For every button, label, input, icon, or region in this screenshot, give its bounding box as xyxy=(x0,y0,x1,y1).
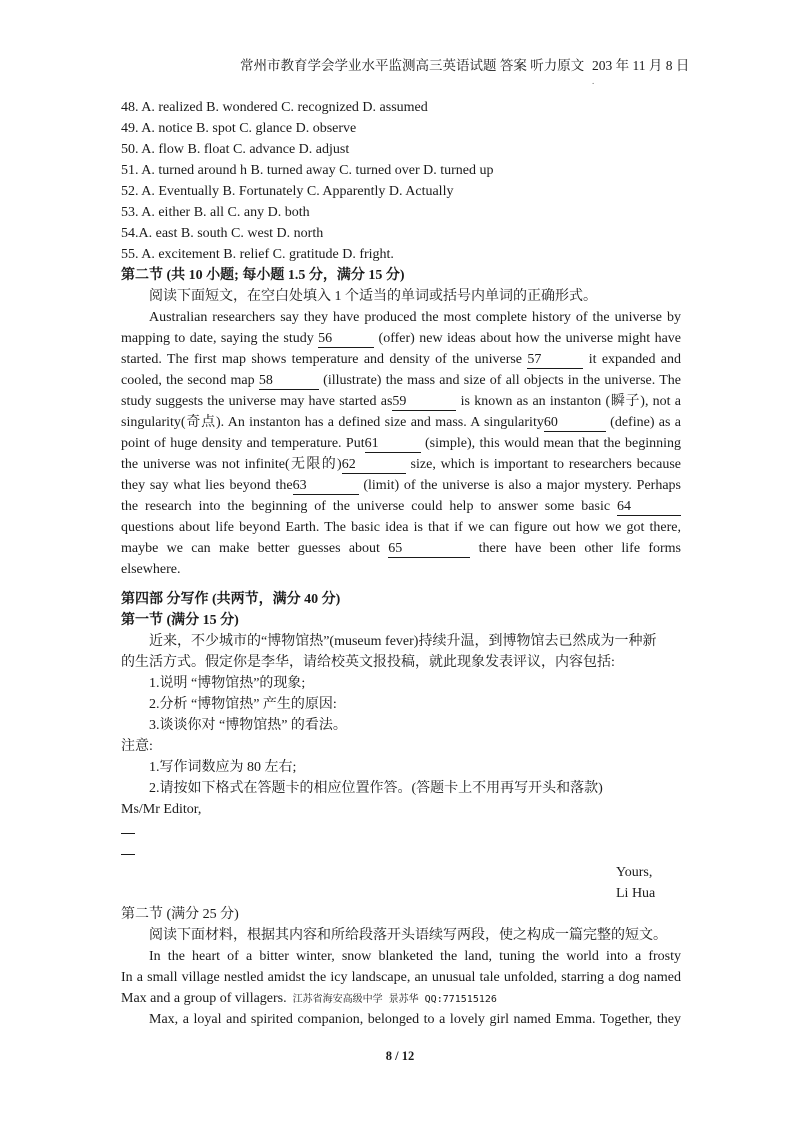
blank-62[interactable]: 62 xyxy=(342,456,406,474)
passage-line: questions about life beyond Earth. The basic idea is that if we can figure out how we got there, xyxy=(121,520,681,535)
story-line: Max, a loyal and spirited companion, belonged to a lovely girl named Emma. Together, they xyxy=(149,1012,681,1027)
writing-point-2: 2.分析 “博物馆热” 产生的原因: xyxy=(149,697,337,712)
page-content xyxy=(121,97,681,1030)
option-line-49: 49. A. notice B. spot C. glance D. observe xyxy=(121,121,357,136)
option-line-54: 54.A. east B. south C. west D. north xyxy=(121,226,324,241)
passage-line: mapping to date, saying the study 56 (offer) new ideas about how the universe might have xyxy=(121,331,681,346)
blank-61[interactable]: 61 xyxy=(365,435,421,453)
section2-heading: 第二节 (共 10 小题; 每小题 1.5 分，满分 15 分) xyxy=(121,268,405,283)
note-item-1: 1.写作词数应为 80 左右; xyxy=(149,760,297,775)
passage-line: they say what lies beyond the63 (limit) of the universe is also a major mystery. Perhaps xyxy=(121,478,681,493)
answer-line-1[interactable] xyxy=(121,820,681,841)
blank-56[interactable]: 56 xyxy=(318,330,374,348)
header-date: 203 年 11 月 8 日 xyxy=(592,58,690,73)
answer-line-2[interactable] xyxy=(121,841,681,862)
writing-task-line: 的生活方式。假定你是李华，请给校英文报投稿，就此现象发表评议，内容包括: xyxy=(121,655,615,670)
blank-65[interactable]: 65 xyxy=(388,540,470,558)
option-line-50: 50. A. flow B. float C. advance D. adjust xyxy=(121,142,350,157)
header-dot: . xyxy=(592,76,595,86)
part4-heading: 第四部 分写作 (共两节，满分 40 分) xyxy=(121,592,341,607)
passage-line: the research into the beginning of the universe could help to answer some basic 64 xyxy=(121,496,681,517)
watermark-text: 江苏省海安高级中学 景苏华 QQ:771515126 xyxy=(292,994,497,1005)
passage-line: started. The first map shows temperature and density of the universe 57 it expanded and xyxy=(121,352,681,367)
writing-point-3: 3.谈谈你对 “博物馆热” 的看法。 xyxy=(149,718,347,733)
option-line-48: 48. A. realized B. wondered C. recognized D. assumed xyxy=(121,100,428,115)
passage-line: maybe we can make better guesses about 65 there have been other life forms xyxy=(121,541,681,556)
option-line-52: 52. A. Eventually B. Fortunately C. Apparently D. Actually xyxy=(121,184,454,199)
note-item-2: 2.请按如下格式在答题卡的相应位置作答。(答题卡上不用再写开头和落款) xyxy=(149,781,603,796)
passage-line: singularity(奇点). An instanton has a defined size and mass. A singularity60 (define) as a xyxy=(121,415,681,430)
note-label: 注意: xyxy=(121,739,153,754)
story-line: Max and a group of villagers. 江苏省海安高级中学 景苏华 QQ:771515126 xyxy=(121,991,497,1006)
continuation-instruction: 阅读下面材料，根据其内容和所给段落开头语续写两段，使之构成一篇完整的短文。 xyxy=(149,928,667,943)
page-number: 8 / 12 xyxy=(385,1049,415,1063)
story-line: In a small village nestled amidst the icy landscape, an unusual tale unfolded, starring a dog named xyxy=(121,970,681,985)
passage-line: study suggests the universe may have started as59 is known as an instanton (瞬子), not a xyxy=(121,394,681,409)
option-line-53: 53. A. either B. all C. any D. both xyxy=(121,205,310,220)
header-title: 常州市教育学会学业水平监测高三英语试题 答案 听力原文 xyxy=(240,58,585,73)
writing-section2-heading: 第二节 (满分 25 分) xyxy=(121,907,239,922)
letter-salutation: Ms/Mr Editor, xyxy=(121,802,202,817)
blank-60[interactable]: 60 xyxy=(544,414,606,432)
writing-task-line: 近来，不少城市的“博物馆热”(museum fever)持续升温，到博物馆去已然成为一种新 xyxy=(149,634,657,649)
option-line-55: 55. A. excitement B. relief C. gratitude D. fright. xyxy=(121,247,394,262)
passage-line: elsewhere. xyxy=(121,562,181,577)
writing-section1-heading: 第一节 (满分 15 分) xyxy=(121,613,239,628)
blank-59[interactable]: 59 xyxy=(392,393,456,411)
story-line: In the heart of a bitter winter, snow blanketed the land, tuning the world into a frosty xyxy=(149,949,681,964)
blank-63[interactable]: 63 xyxy=(293,477,359,495)
passage-line: the universe was not infinite(无限的)62 size, which is important to researchers because xyxy=(121,457,681,472)
blank-58[interactable]: 58 xyxy=(259,372,319,390)
passage-line: cooled, the second map 58 (illustrate) the mass and size of all objects in the universe. The xyxy=(121,373,681,388)
passage-line: point of huge density and temperature. Put61 (simple), this would mean that the beginning xyxy=(121,436,681,451)
blank-57[interactable]: 57 xyxy=(527,351,583,369)
letter-signature: Li Hua xyxy=(616,886,656,901)
option-line-51: 51. A. turned around h B. turned away C. turned over D. turned up xyxy=(121,163,494,178)
section2-instruction: 阅读下面短文，在空白处填入 1 个适当的单词或括号内单词的正确形式。 xyxy=(149,289,597,304)
cloze-passage xyxy=(121,307,681,580)
letter-closing: Yours, xyxy=(616,865,653,880)
passage-line: Australian researchers say they have produced the most complete history of the universe by xyxy=(149,310,681,325)
writing-point-1: 1.说明 “博物馆热”的现象; xyxy=(149,676,306,691)
blank-64[interactable]: 64 xyxy=(617,498,681,516)
